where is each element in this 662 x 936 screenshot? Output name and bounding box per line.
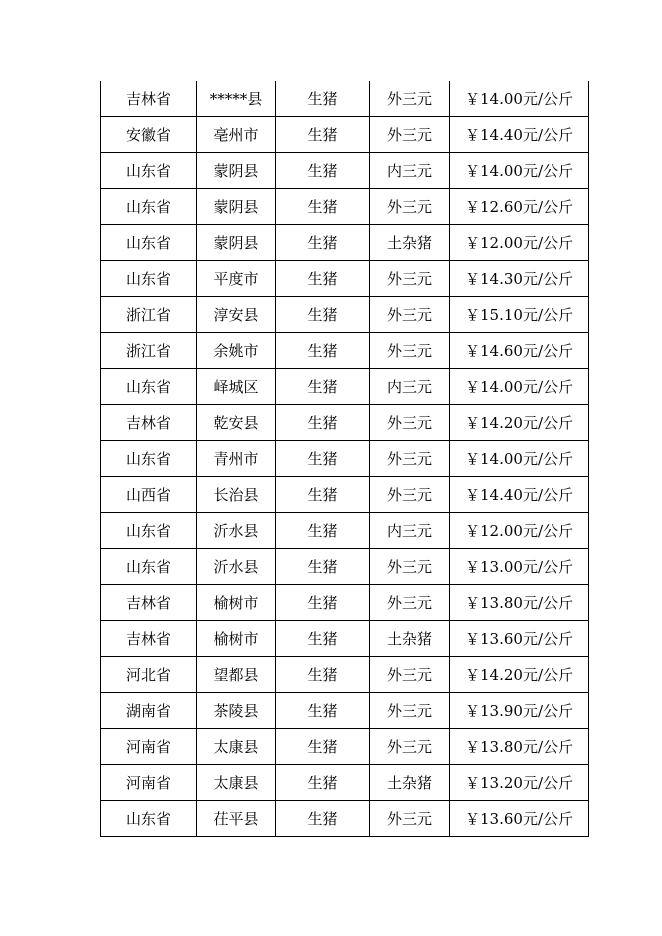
variety-cell: 外三元 [370,693,450,729]
variety-cell: 外三元 [370,117,450,153]
price-cell: ￥14.00元/公斤 [450,441,589,477]
price-cell: ￥12.60元/公斤 [450,189,589,225]
county-cell: 乾安县 [197,405,276,441]
county-cell: 峄城区 [197,369,276,405]
product-cell: 生猪 [276,369,370,405]
variety-cell: 外三元 [370,297,450,333]
product-cell: 生猪 [276,441,370,477]
county-cell: *****县 [197,81,276,117]
province-cell: 吉林省 [101,81,197,117]
product-cell: 生猪 [276,765,370,801]
variety-cell: 外三元 [370,189,450,225]
price-cell: ￥13.90元/公斤 [450,693,589,729]
variety-cell: 外三元 [370,801,450,837]
variety-cell: 外三元 [370,405,450,441]
price-cell: ￥14.00元/公斤 [450,369,589,405]
province-cell: 山东省 [101,261,197,297]
county-cell: 太康县 [197,729,276,765]
county-cell: 平度市 [197,261,276,297]
product-cell: 生猪 [276,117,370,153]
variety-cell: 外三元 [370,657,450,693]
product-cell: 生猪 [276,261,370,297]
price-cell: ￥14.60元/公斤 [450,333,589,369]
price-cell: ￥13.80元/公斤 [450,585,589,621]
price-cell: ￥13.80元/公斤 [450,729,589,765]
product-cell: 生猪 [276,801,370,837]
table-row [101,441,589,477]
table-body [101,81,589,837]
product-cell: 生猪 [276,621,370,657]
price-cell: ￥14.20元/公斤 [450,405,589,441]
table-row [101,261,589,297]
table-row [101,477,589,513]
province-cell: 山东省 [101,801,197,837]
province-cell: 浙江省 [101,297,197,333]
variety-cell: 土杂猪 [370,621,450,657]
province-cell: 山东省 [101,225,197,261]
province-cell: 山西省 [101,477,197,513]
county-cell: 榆树市 [197,621,276,657]
price-cell: ￥14.30元/公斤 [450,261,589,297]
table-row [101,369,589,405]
product-cell: 生猪 [276,549,370,585]
table-row [101,333,589,369]
table-row [101,225,589,261]
county-cell: 蒙阴县 [197,189,276,225]
county-cell: 榆树市 [197,585,276,621]
product-cell: 生猪 [276,225,370,261]
county-cell: 蒙阴县 [197,153,276,189]
table-row [101,693,589,729]
variety-cell: 外三元 [370,261,450,297]
table-row [101,549,589,585]
product-cell: 生猪 [276,333,370,369]
county-cell: 青州市 [197,441,276,477]
table-row [101,765,589,801]
province-cell: 山东省 [101,189,197,225]
product-cell: 生猪 [276,189,370,225]
product-cell: 生猪 [276,405,370,441]
county-cell: 茶陵县 [197,693,276,729]
hog-price-table [100,81,589,837]
variety-cell: 内三元 [370,153,450,189]
price-cell: ￥13.60元/公斤 [450,801,589,837]
product-cell: 生猪 [276,657,370,693]
province-cell: 安徽省 [101,117,197,153]
province-cell: 河南省 [101,765,197,801]
table-row [101,585,589,621]
province-cell: 山东省 [101,369,197,405]
variety-cell: 外三元 [370,81,450,117]
variety-cell: 外三元 [370,729,450,765]
price-cell: ￥13.00元/公斤 [450,549,589,585]
table-row [101,153,589,189]
county-cell: 淳安县 [197,297,276,333]
variety-cell: 外三元 [370,585,450,621]
province-cell: 山东省 [101,513,197,549]
price-cell: ￥13.20元/公斤 [450,765,589,801]
province-cell: 吉林省 [101,621,197,657]
province-cell: 山东省 [101,153,197,189]
variety-cell: 外三元 [370,549,450,585]
table-row [101,801,589,837]
table-row [101,297,589,333]
province-cell: 山东省 [101,441,197,477]
county-cell: 余姚市 [197,333,276,369]
product-cell: 生猪 [276,153,370,189]
product-cell: 生猪 [276,729,370,765]
variety-cell: 外三元 [370,441,450,477]
price-cell: ￥14.40元/公斤 [450,117,589,153]
product-cell: 生猪 [276,585,370,621]
county-cell: 沂水县 [197,513,276,549]
county-cell: 蒙阴县 [197,225,276,261]
price-cell: ￥12.00元/公斤 [450,225,589,261]
province-cell: 浙江省 [101,333,197,369]
variety-cell: 外三元 [370,333,450,369]
price-cell: ￥14.00元/公斤 [450,153,589,189]
table-row [101,81,589,117]
county-cell: 亳州市 [197,117,276,153]
price-cell: ￥13.60元/公斤 [450,621,589,657]
variety-cell: 内三元 [370,513,450,549]
variety-cell: 土杂猪 [370,765,450,801]
price-cell: ￥15.10元/公斤 [450,297,589,333]
table-row [101,621,589,657]
product-cell: 生猪 [276,81,370,117]
variety-cell: 内三元 [370,369,450,405]
price-cell: ￥14.20元/公斤 [450,657,589,693]
variety-cell: 土杂猪 [370,225,450,261]
table-row [101,513,589,549]
product-cell: 生猪 [276,297,370,333]
price-cell: ￥14.40元/公斤 [450,477,589,513]
table-row [101,657,589,693]
province-cell: 河北省 [101,657,197,693]
province-cell: 山东省 [101,549,197,585]
price-cell: ￥12.00元/公斤 [450,513,589,549]
province-cell: 湖南省 [101,693,197,729]
table-row [101,729,589,765]
table-row [101,117,589,153]
product-cell: 生猪 [276,477,370,513]
table-row [101,189,589,225]
price-cell: ￥14.00元/公斤 [450,81,589,117]
county-cell: 长治县 [197,477,276,513]
province-cell: 吉林省 [101,405,197,441]
province-cell: 河南省 [101,729,197,765]
variety-cell: 外三元 [370,477,450,513]
county-cell: 太康县 [197,765,276,801]
province-cell: 吉林省 [101,585,197,621]
county-cell: 沂水县 [197,549,276,585]
product-cell: 生猪 [276,693,370,729]
table-row [101,405,589,441]
product-cell: 生猪 [276,513,370,549]
county-cell: 茌平县 [197,801,276,837]
county-cell: 望都县 [197,657,276,693]
